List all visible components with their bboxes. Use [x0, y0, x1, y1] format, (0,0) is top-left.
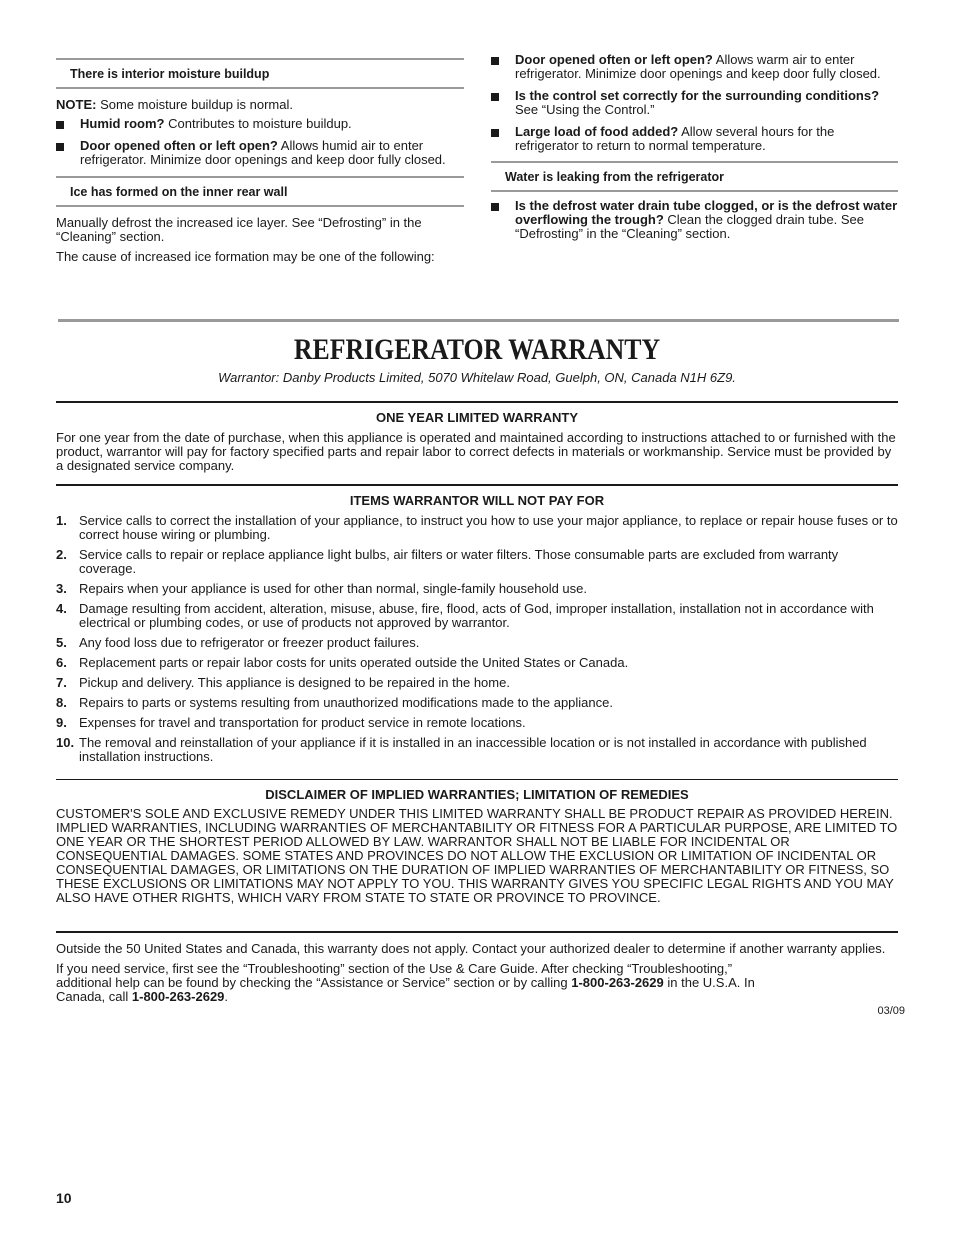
phone-canada: 1-800-263-2629 [131, 989, 225, 1004]
list-item: 2. Service calls to repair or replace appliance light bulbs, air filters or water filters. Those consumable parts are excluded from warranty coverage. [56, 547, 839, 576]
section-rule [56, 779, 898, 780]
contact-section [56, 931, 898, 1004]
disclaimer-section [56, 779, 898, 905]
section-heading: ONE YEAR LIMITED WARRANTY [376, 410, 578, 425]
section-heading: ITEMS WARRANTOR WILL NOT PAY FOR [349, 493, 605, 508]
list-item: 6. Replacement parts or repair labor costs for units operated outside the United States or Canada. [56, 655, 629, 670]
warrantor-line: Warrantor: Danby Products Limited, 5070 Whitelaw Road, Guelph, ON, Canada N1H 6Z9. [218, 370, 736, 385]
list-item: 4. Damage resulting from accident, alteration, misuse, abuse, fire, flood, acts of God, improper installation, installation not in accordance with electrical or plumbing codes, or use of products not approved by warrantor. [56, 601, 874, 630]
list-item: 10. The removal and reinstallation of your appliance if it is installed in an inaccessible location or is not installed in accordance with published installation instructions. [56, 735, 867, 764]
bullet-item: Door opened often or left open? Allows humid air to enter refrigerator. Minimize door openings and keep door fully closed. [56, 139, 464, 167]
section-text: CUSTOMER'S SOLE AND EXCLUSIVE REMEDY UNDER THIS LIMITED WARRANTY SHALL BE PRODUCT REPAIR AS PROVIDED HEREIN. IMPLIED WARRANTIES, INCLUDING WARRANTIES OF MERCHANTABILITY OR FITNESS FOR A PARTICULAR PURPOSE, ARE LIMITED TO ONE YEAR OR THE SHORTEST PERIOD ALLOWED BY LAW. WARRANTOR SHALL NOT BE LIABLE FOR INCIDENTAL OR CONSEQUENTIAL DAMAGES. SOME STATES AND PROVINCES DO NOT ALLOW THE EXCLUSION OR LIMITATION OF INCIDENTAL OR CONSEQUENTIAL DAMAGES, OR LIMITATIONS ON THE DURATION OF IMPLIED WARRANTIES OF MERCHANTABILITY OR FITNESS, SO THESE EXCLUSIONS OR LIMITATIONS MAY NOT APPLY TO YOU. THIS WARRANTY GIVES YOU SPECIFIC LEGAL RIGHTS AND YOU MAY ALSO HAVE OTHER RIGHTS, WHICH VARY FROM STATE TO STATE OR PROVINCE TO PROVINCE. [56, 806, 898, 905]
page-title: REFRIGERATOR WARRANTY [293, 333, 661, 366]
bullet-item: Large load of food added? Allow several hours for the refrigerator to return to normal temperature. [491, 125, 898, 153]
section-rule [56, 931, 898, 933]
page-number: 10 [56, 1190, 72, 1206]
list-item: 3. Repairs when your appliance is used for other than normal, single-family household use. [56, 581, 588, 596]
bullet-item: Is the control set correctly for the surrounding conditions? See “Using the Control.” [491, 89, 898, 117]
ice-para: Manually defrost the increased ice layer. See “Defrosting” in the “Cleaning” section. [56, 215, 422, 244]
list-item: 5. Any food loss due to refrigerator or freezer product failures. [56, 635, 420, 650]
section-divider [58, 319, 899, 322]
not-pay-section [56, 484, 898, 770]
section-heading: DISCLAIMER OF IMPLIED WARRANTIES; LIMITATION OF REMEDIES [265, 787, 689, 802]
bullet-item: Door opened often or left open? Allows warm air to enter refrigerator. Minimize door openings and keep door fully closed. [491, 53, 898, 81]
outside-text: Outside the 50 United States and Canada, this warranty does not apply. Contact your authorized dealer to determine if another warranty applies. [56, 941, 886, 956]
right-column [491, 53, 898, 241]
bullet-item: Humid room? Contributes to moisture buildup. [56, 117, 464, 131]
list-item: 7. Pickup and delivery. This appliance is designed to be repaired in the home. [56, 675, 510, 690]
moisture-note: NOTE: Some moisture buildup is normal. [56, 97, 293, 112]
list-item: 9. Expenses for travel and transportation for product service in remote locations. [56, 715, 526, 730]
leak-heading: Water is leaking from the refrigerator [491, 161, 898, 192]
list-item: 8. Repairs to parts or systems resulting from unauthorized modifications made to the appliance. [56, 695, 613, 710]
ice-heading: Ice has formed on the inner rear wall [56, 176, 464, 207]
moisture-heading: There is interior moisture buildup [56, 58, 464, 89]
date-code: 03/09 [877, 1005, 905, 1017]
left-column [56, 58, 464, 264]
one-year-section [56, 401, 898, 473]
service-text: If you need service, first see the “Troubleshooting” section of the Use & Care Guide. After checking “Troubleshooting,” additional help can be found by checking the “Assistance or Service” section or by calling 1-800-263-2629 in the U.S.A. In Canada, call 1-800-263-2629. [56, 961, 755, 1004]
ice-para: The cause of increased ice formation may be one of the following: [56, 249, 435, 264]
bullet-item: Is the defrost water drain tube clogged, or is the defrost water overflowing the trough? Clean the clogged drain tube. See “Defrosting” in the “Cleaning” section. [491, 199, 898, 241]
section-rule [56, 484, 898, 486]
section-rule [56, 401, 898, 403]
section-text: For one year from the date of purchase, when this appliance is operated and maintained according to instructions attached to or furnished with the product, warrantor will pay for factory specified parts and repair labor to correct defects in materials or workmanship. Service must be provided by a designated service company. [56, 430, 896, 473]
list-item: 1. Service calls to correct the installation of your appliance, to instruct you how to use your major appliance, to replace or repair house fuses or to correct house wiring or plumbing. [56, 513, 898, 542]
phone-us: 1-800-263-2629 [571, 975, 664, 990]
